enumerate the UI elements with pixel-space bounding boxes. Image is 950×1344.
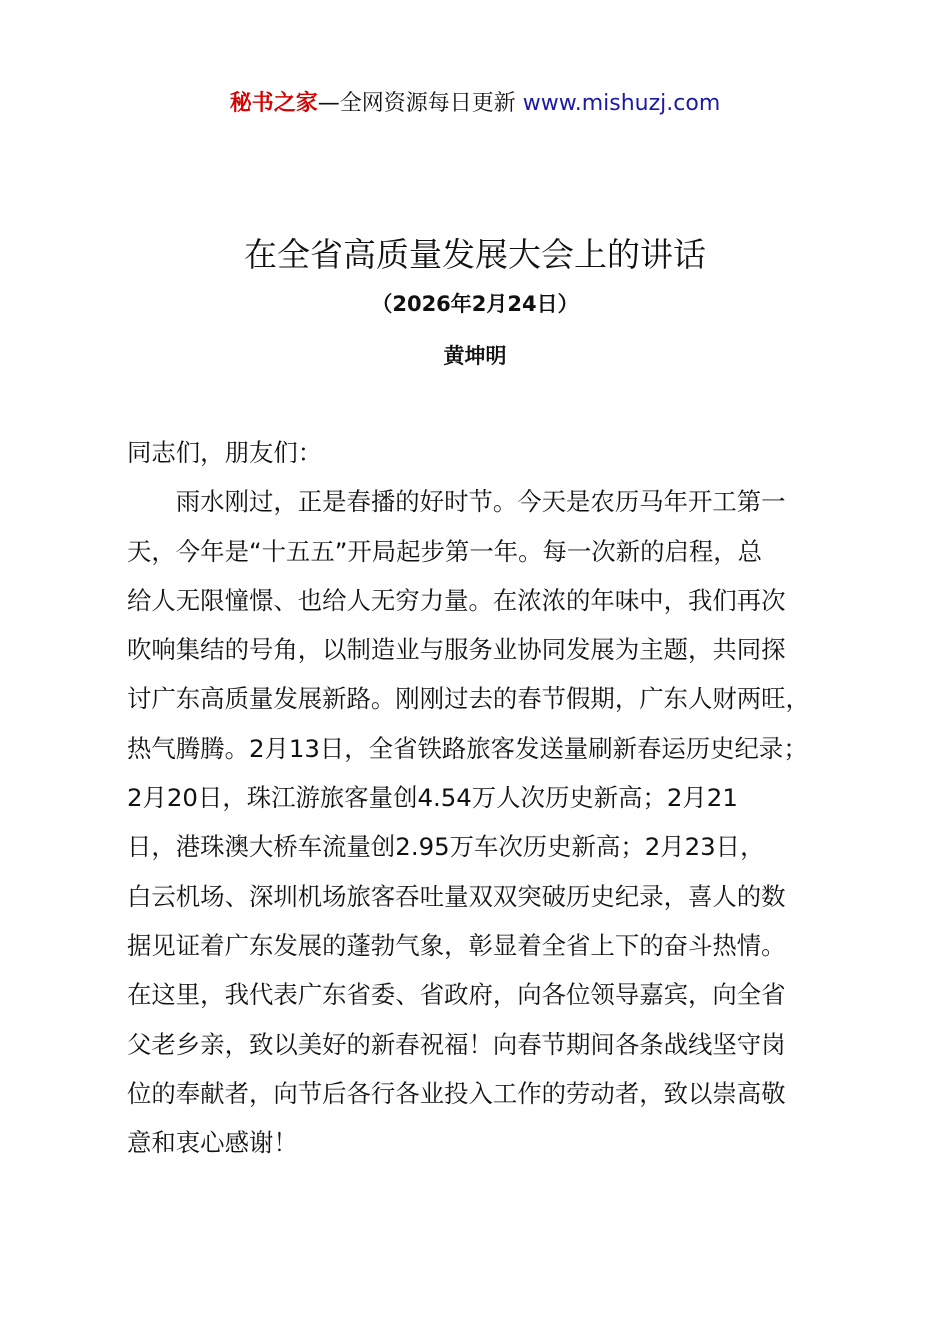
document-body [127, 428, 861, 1167]
body-paragraph: 雨水刚过，正是春播的好时节。今天是农历马年开工第一 天，今年是“十五五”开局起步第一年。每一次新的启程，总 给人无限憧憬、也给人无穷力量。在浓浓的年味中，我们再次 吹响集结的号角，以制造业与服务业协同发展为主题，共同探 讨广东高质量发展新路。刚刚过去的春节假期，广东人财两旺， 热气腾腾。2月13日，全省铁路旅客发送量刷新春运历史纪录； 2月20日，珠江游旅客量创4.54万人次历史新高；2月21 日，港珠澳大桥车流量创2.95万车次历史新高；2月23日， 白云机场、深圳机场旅客吞吐量双双突破历史纪录，喜人的数 据见证着广东发展的蓬勃气象，彰显着全省上下的奋斗热情。 在这里，我代表广东省委、省政府，向各位领导嘉宾，向全省 父老乡亲，致以美好的新春祝福！向春节期间各条战线坚守岗 位的奉献者，向节后各行各业投入工作的劳动者，致以崇高敬 意和衷心感谢！ [127, 487, 810, 1158]
document-author: 黄坤明 [443, 344, 507, 368]
site-url-link[interactable]: www.mishuzj.com [522, 91, 721, 116]
site-header [0, 88, 950, 120]
document-title: 在全省高质量发展大会上的讲话 [244, 235, 706, 274]
salutation: 同志们，朋友们： [127, 438, 323, 467]
brand-name: 秘书之家 [229, 91, 318, 116]
header-tagline: —全网资源每日更新 [317, 91, 523, 116]
document-date: （2026年2月24日） [371, 292, 579, 316]
